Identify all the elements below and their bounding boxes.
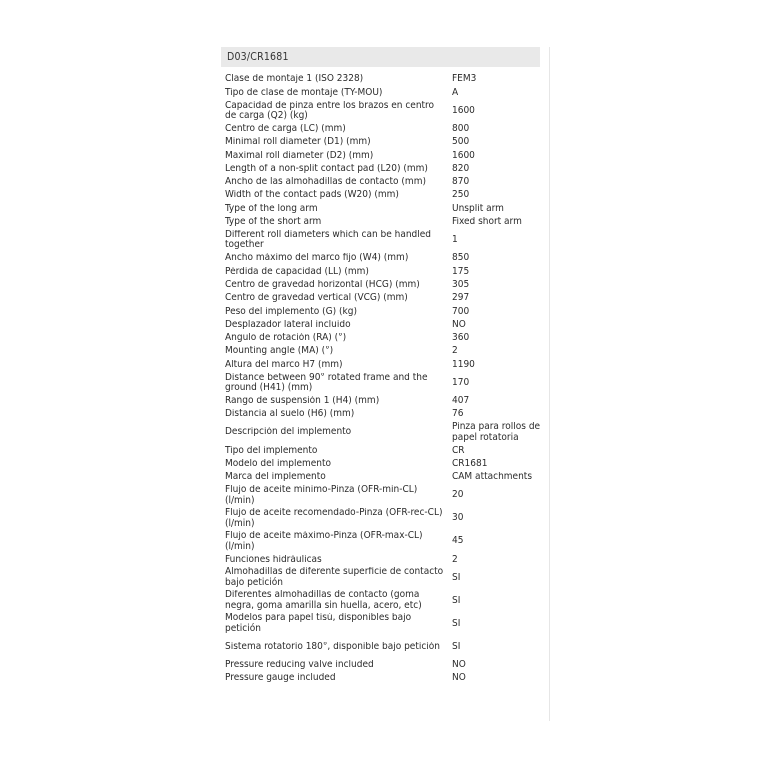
spec-label: Diferentes almohadillas de contacto (goma negra, goma amarilla sin huella, acero, etc) bbox=[225, 590, 422, 611]
spec-row bbox=[221, 305, 549, 318]
spec-value: CR bbox=[452, 445, 465, 456]
spec-value: Pinza para rollos de papel rotatoria bbox=[452, 422, 541, 443]
spec-label: Mounting angle (MA) (°) bbox=[225, 346, 334, 357]
spec-value: CAM attachments bbox=[452, 472, 532, 483]
spec-value: 820 bbox=[452, 163, 470, 174]
spec-label: Flujo de aceite recomendado-Pinza (OFR-rec-CL) (l/min) bbox=[225, 508, 443, 529]
spec-row bbox=[221, 162, 549, 175]
spec-value: 76 bbox=[452, 409, 464, 420]
spec-value: 305 bbox=[452, 279, 470, 290]
spec-value: 30 bbox=[452, 513, 464, 524]
spec-row bbox=[221, 458, 549, 471]
spec-label: Centro de carga (LC) (mm) bbox=[225, 123, 346, 134]
spec-value: 500 bbox=[452, 137, 470, 148]
spec-label: Tipo de clase de montaje (TY-MOU) bbox=[225, 87, 383, 98]
spec-row bbox=[221, 252, 549, 265]
spec-row bbox=[221, 589, 549, 612]
spec-row bbox=[221, 189, 549, 202]
spec-label: Modelos para papel tisú, disponibles bajo petición bbox=[225, 613, 412, 634]
spec-label: Centro de gravedad vertical (VCG) (mm) bbox=[225, 293, 408, 304]
spec-row bbox=[221, 635, 549, 658]
spec-value: 45 bbox=[452, 536, 464, 547]
spec-label: Sistema rotatorio 180°, disponible bajo petición bbox=[225, 641, 441, 652]
spec-label: Flujo de aceite mínimo-Pinza (OFR-min-CL) (l/min) bbox=[225, 485, 418, 506]
spec-value: 170 bbox=[452, 377, 470, 388]
spec-row bbox=[221, 100, 549, 123]
spec-label: Pérdida de capacidad (LL) (mm) bbox=[225, 266, 369, 277]
spec-label: Desplazador lateral incluido bbox=[225, 319, 351, 330]
spec-value: SI bbox=[452, 572, 461, 583]
spec-label: Distance between 90° rotated frame and the ground (H41) (mm) bbox=[225, 372, 428, 394]
spec-value: 800 bbox=[452, 123, 470, 134]
spec-value: 700 bbox=[452, 306, 470, 317]
spec-row bbox=[221, 279, 549, 292]
spec-label: Centro de gravedad horizontal (HCG) (mm) bbox=[225, 279, 420, 290]
spec-value: NO bbox=[452, 319, 466, 330]
spec-row bbox=[221, 229, 549, 252]
spec-label: Type of the long arm bbox=[225, 203, 318, 214]
spec-label: Rango de suspensión 1 (H4) (mm) bbox=[225, 396, 380, 407]
spec-value: 297 bbox=[452, 293, 470, 304]
spec-row bbox=[221, 658, 549, 671]
spec-label: Modelo del implemento bbox=[225, 458, 332, 469]
spec-row bbox=[221, 332, 549, 345]
spec-value: NO bbox=[452, 659, 466, 670]
spec-value: 850 bbox=[452, 253, 470, 264]
right-divider bbox=[549, 47, 550, 721]
spec-value: 175 bbox=[452, 266, 470, 277]
spec-value: 20 bbox=[452, 490, 464, 501]
spec-value: SI bbox=[452, 595, 461, 606]
spec-value: SI bbox=[452, 641, 461, 652]
spec-label: Maximal roll diameter (D2) (mm) bbox=[225, 150, 374, 161]
spec-label: Ancho de las almohadillas de contacto (mm) bbox=[225, 177, 426, 188]
spec-label: Minimal roll diameter (D1) (mm) bbox=[225, 137, 371, 148]
spec-label: Different roll diameters which can be handled together bbox=[225, 229, 432, 251]
spec-value: 1190 bbox=[452, 359, 475, 370]
spec-value: CR1681 bbox=[452, 458, 488, 469]
spec-row bbox=[221, 318, 549, 331]
spec-value: 1600 bbox=[452, 105, 475, 116]
spec-value: 2 bbox=[452, 346, 458, 357]
spec-value: 250 bbox=[452, 190, 470, 201]
spec-row bbox=[221, 471, 549, 484]
spec-row bbox=[221, 444, 549, 457]
spec-row bbox=[221, 530, 549, 553]
spec-row bbox=[221, 372, 549, 395]
spec-label: Peso del implemento (G) (kg) bbox=[225, 306, 357, 317]
spec-row bbox=[221, 345, 549, 358]
spec-value: 1600 bbox=[452, 150, 475, 161]
spec-value: Unsplit arm bbox=[452, 203, 504, 214]
spec-label: Pressure gauge included bbox=[225, 673, 336, 684]
spec-value: 870 bbox=[452, 177, 470, 188]
spec-label: Descripción del implemento bbox=[225, 427, 352, 438]
spec-row bbox=[221, 216, 549, 229]
spec-row bbox=[221, 358, 549, 371]
spec-header bbox=[221, 47, 540, 67]
spec-label: Clase de montaje 1 (ISO 2328) bbox=[225, 74, 364, 85]
spec-value: 407 bbox=[452, 396, 470, 407]
spec-label: Width of the contact pads (W20) (mm) bbox=[225, 190, 399, 201]
spec-value: 360 bbox=[452, 333, 470, 344]
spec-row bbox=[221, 265, 549, 278]
spec-row bbox=[221, 136, 549, 149]
spec-label: Flujo de aceite máximo-Pinza (OFR-max-CL) (l/min) bbox=[225, 531, 423, 552]
spec-table bbox=[221, 73, 549, 685]
spec-row bbox=[221, 86, 549, 99]
spec-row bbox=[221, 176, 549, 189]
product-code: D03/CR1681 bbox=[227, 51, 289, 63]
spec-row bbox=[221, 123, 549, 136]
spec-label: Capacidad de pinza entre los brazos en centro de carga (Q2) (kg) bbox=[225, 100, 435, 122]
spec-row bbox=[221, 553, 549, 566]
spec-row bbox=[221, 484, 549, 507]
spec-label: Altura del marco H7 (mm) bbox=[225, 359, 343, 370]
spec-label: Marca del implemento bbox=[225, 472, 326, 483]
spec-value: Fixed short arm bbox=[452, 217, 522, 228]
spec-label: Funciones hidráulicas bbox=[225, 554, 322, 565]
spec-row bbox=[221, 73, 549, 86]
spec-label: Pressure reducing valve included bbox=[225, 659, 374, 670]
spec-value: FEM3 bbox=[452, 74, 477, 85]
spec-row bbox=[221, 507, 549, 530]
spec-row bbox=[221, 672, 549, 685]
spec-label: Tipo del implemento bbox=[225, 445, 318, 456]
spec-label: Distancia al suelo (H6) (mm) bbox=[225, 409, 355, 420]
spec-label: Ancho máximo del marco fijo (W4) (mm) bbox=[225, 253, 409, 264]
spec-value: A bbox=[452, 87, 459, 98]
spec-label: Length of a non-split contact pad (L20) (mm) bbox=[225, 163, 428, 174]
spec-row bbox=[221, 566, 549, 589]
spec-row bbox=[221, 395, 549, 408]
spec-label: Ángulo de rotación (RA) (°) bbox=[225, 333, 347, 344]
spec-row bbox=[221, 612, 549, 635]
spec-label: Almohadillas de diferente superficie de contacto bajo petición bbox=[225, 567, 444, 588]
spec-row bbox=[221, 202, 549, 215]
spec-value: 1 bbox=[452, 235, 458, 246]
spec-row bbox=[221, 292, 549, 305]
spec-sheet bbox=[221, 47, 549, 685]
spec-value: NO bbox=[452, 673, 466, 684]
spec-row bbox=[221, 149, 549, 162]
spec-value: SI bbox=[452, 618, 461, 629]
spec-value: 2 bbox=[452, 554, 458, 565]
spec-row bbox=[221, 408, 549, 421]
spec-label: Type of the short arm bbox=[225, 217, 322, 228]
spec-row bbox=[221, 421, 549, 444]
